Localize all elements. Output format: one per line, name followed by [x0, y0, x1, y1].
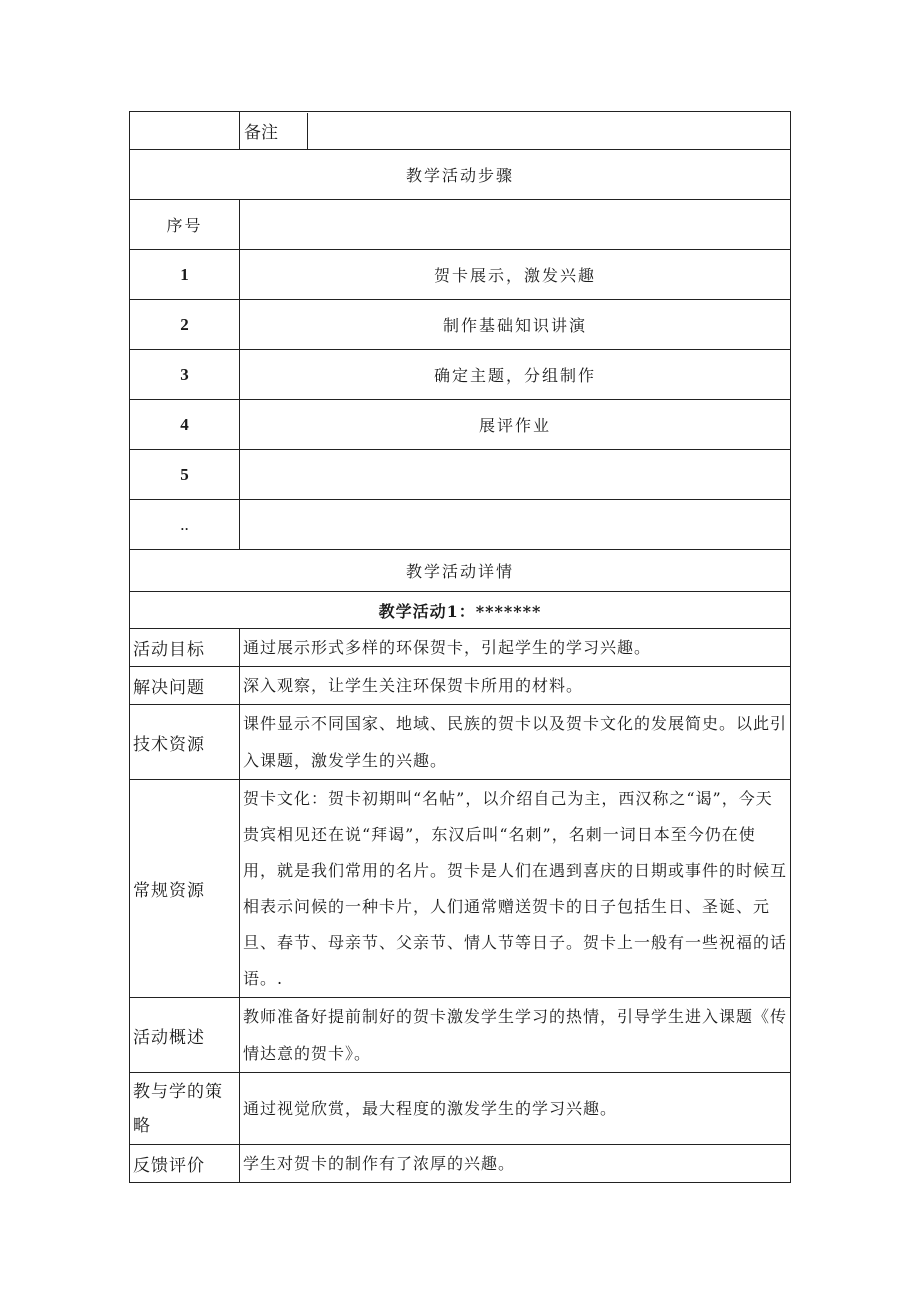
- step-text: [240, 450, 791, 500]
- detail-label: 活动目标: [130, 629, 240, 667]
- step-text: 制作基础知识讲演: [240, 300, 791, 350]
- detail-label: 技术资源: [130, 705, 240, 780]
- detail-row: [130, 1073, 791, 1145]
- notes-blank-cell: [130, 112, 240, 150]
- step-row: [130, 350, 791, 400]
- detail-label: 常规资源: [130, 780, 240, 998]
- detail-row: [130, 1145, 791, 1183]
- step-row: [130, 300, 791, 350]
- step-number: 1: [130, 250, 240, 300]
- activity-title: 教学活动1：*******: [130, 592, 791, 629]
- step-number: 2: [130, 300, 240, 350]
- step-number: 4: [130, 400, 240, 450]
- step-text: [240, 500, 791, 550]
- detail-label: 教与学的策略: [130, 1073, 240, 1145]
- step-text: 确定主题，分组制作: [240, 350, 791, 400]
- step-text: 贺卡展示，激发兴趣: [240, 250, 791, 300]
- detail-text: 通过展示形式多样的环保贺卡，引起学生的学习兴趣。: [240, 629, 791, 667]
- detail-text: 学生对贺卡的制作有了浓厚的兴趣。: [240, 1145, 791, 1183]
- detail-text: 贺卡文化：贺卡初期叫“名帖”，以介绍自己为主，西汉称之“谒”，今天贵宾相见还在说“拜谒”，东汉后叫“名刺”，名刺一词日本至今仍在使用，就是我们常用的名片。贺卡是人们在遇到喜庆的日期或事件的时候互相表示问候的一种卡片，人们通常赠送贺卡的日子包括生日、圣诞、元旦、春节、母亲节、父亲节、情人节等日子。贺卡上一般有一些祝福的话语。.: [240, 780, 791, 998]
- step-row: [130, 250, 791, 300]
- step-number: 5: [130, 450, 240, 500]
- step-row: [130, 400, 791, 450]
- step-number: ..: [130, 500, 240, 550]
- detail-text: 课件显示不同国家、地域、民族的贺卡以及贺卡文化的发展简史。以此引入课题，激发学生的兴趣。: [240, 705, 791, 780]
- detail-label: 反馈评价: [130, 1145, 240, 1183]
- lesson-plan-document: [129, 111, 790, 1183]
- notes-row: [130, 112, 791, 150]
- detail-label: 活动概述: [130, 998, 240, 1073]
- detail-text: 深入观察，让学生关注环保贺卡所用的材料。: [240, 667, 791, 705]
- detail-row: [130, 998, 791, 1073]
- detail-text: 通过视觉欣赏，最大程度的激发学生的学习兴趣。: [240, 1073, 791, 1145]
- lesson-table: [129, 111, 791, 1183]
- steps-header: 教学活动步骤: [130, 150, 791, 200]
- step-row: [130, 450, 791, 500]
- detail-row: [130, 705, 791, 780]
- detail-text: 教师准备好提前制好的贺卡激发学生学习的热情，引导学生进入课题《传情达意的贺卡》。: [240, 998, 791, 1073]
- step-text: 展评作业: [240, 400, 791, 450]
- detail-label: 解决问题: [130, 667, 240, 705]
- step-number: 3: [130, 350, 240, 400]
- details-header: 教学活动详情: [130, 550, 791, 592]
- seq-header: 序号: [130, 200, 240, 250]
- detail-row: [130, 629, 791, 667]
- detail-row: [130, 780, 791, 998]
- step-row: [130, 500, 791, 550]
- detail-row: [130, 667, 791, 705]
- step-content-header: [240, 200, 791, 250]
- notes-label: 备注: [240, 113, 308, 149]
- notes-value[interactable]: [308, 113, 790, 149]
